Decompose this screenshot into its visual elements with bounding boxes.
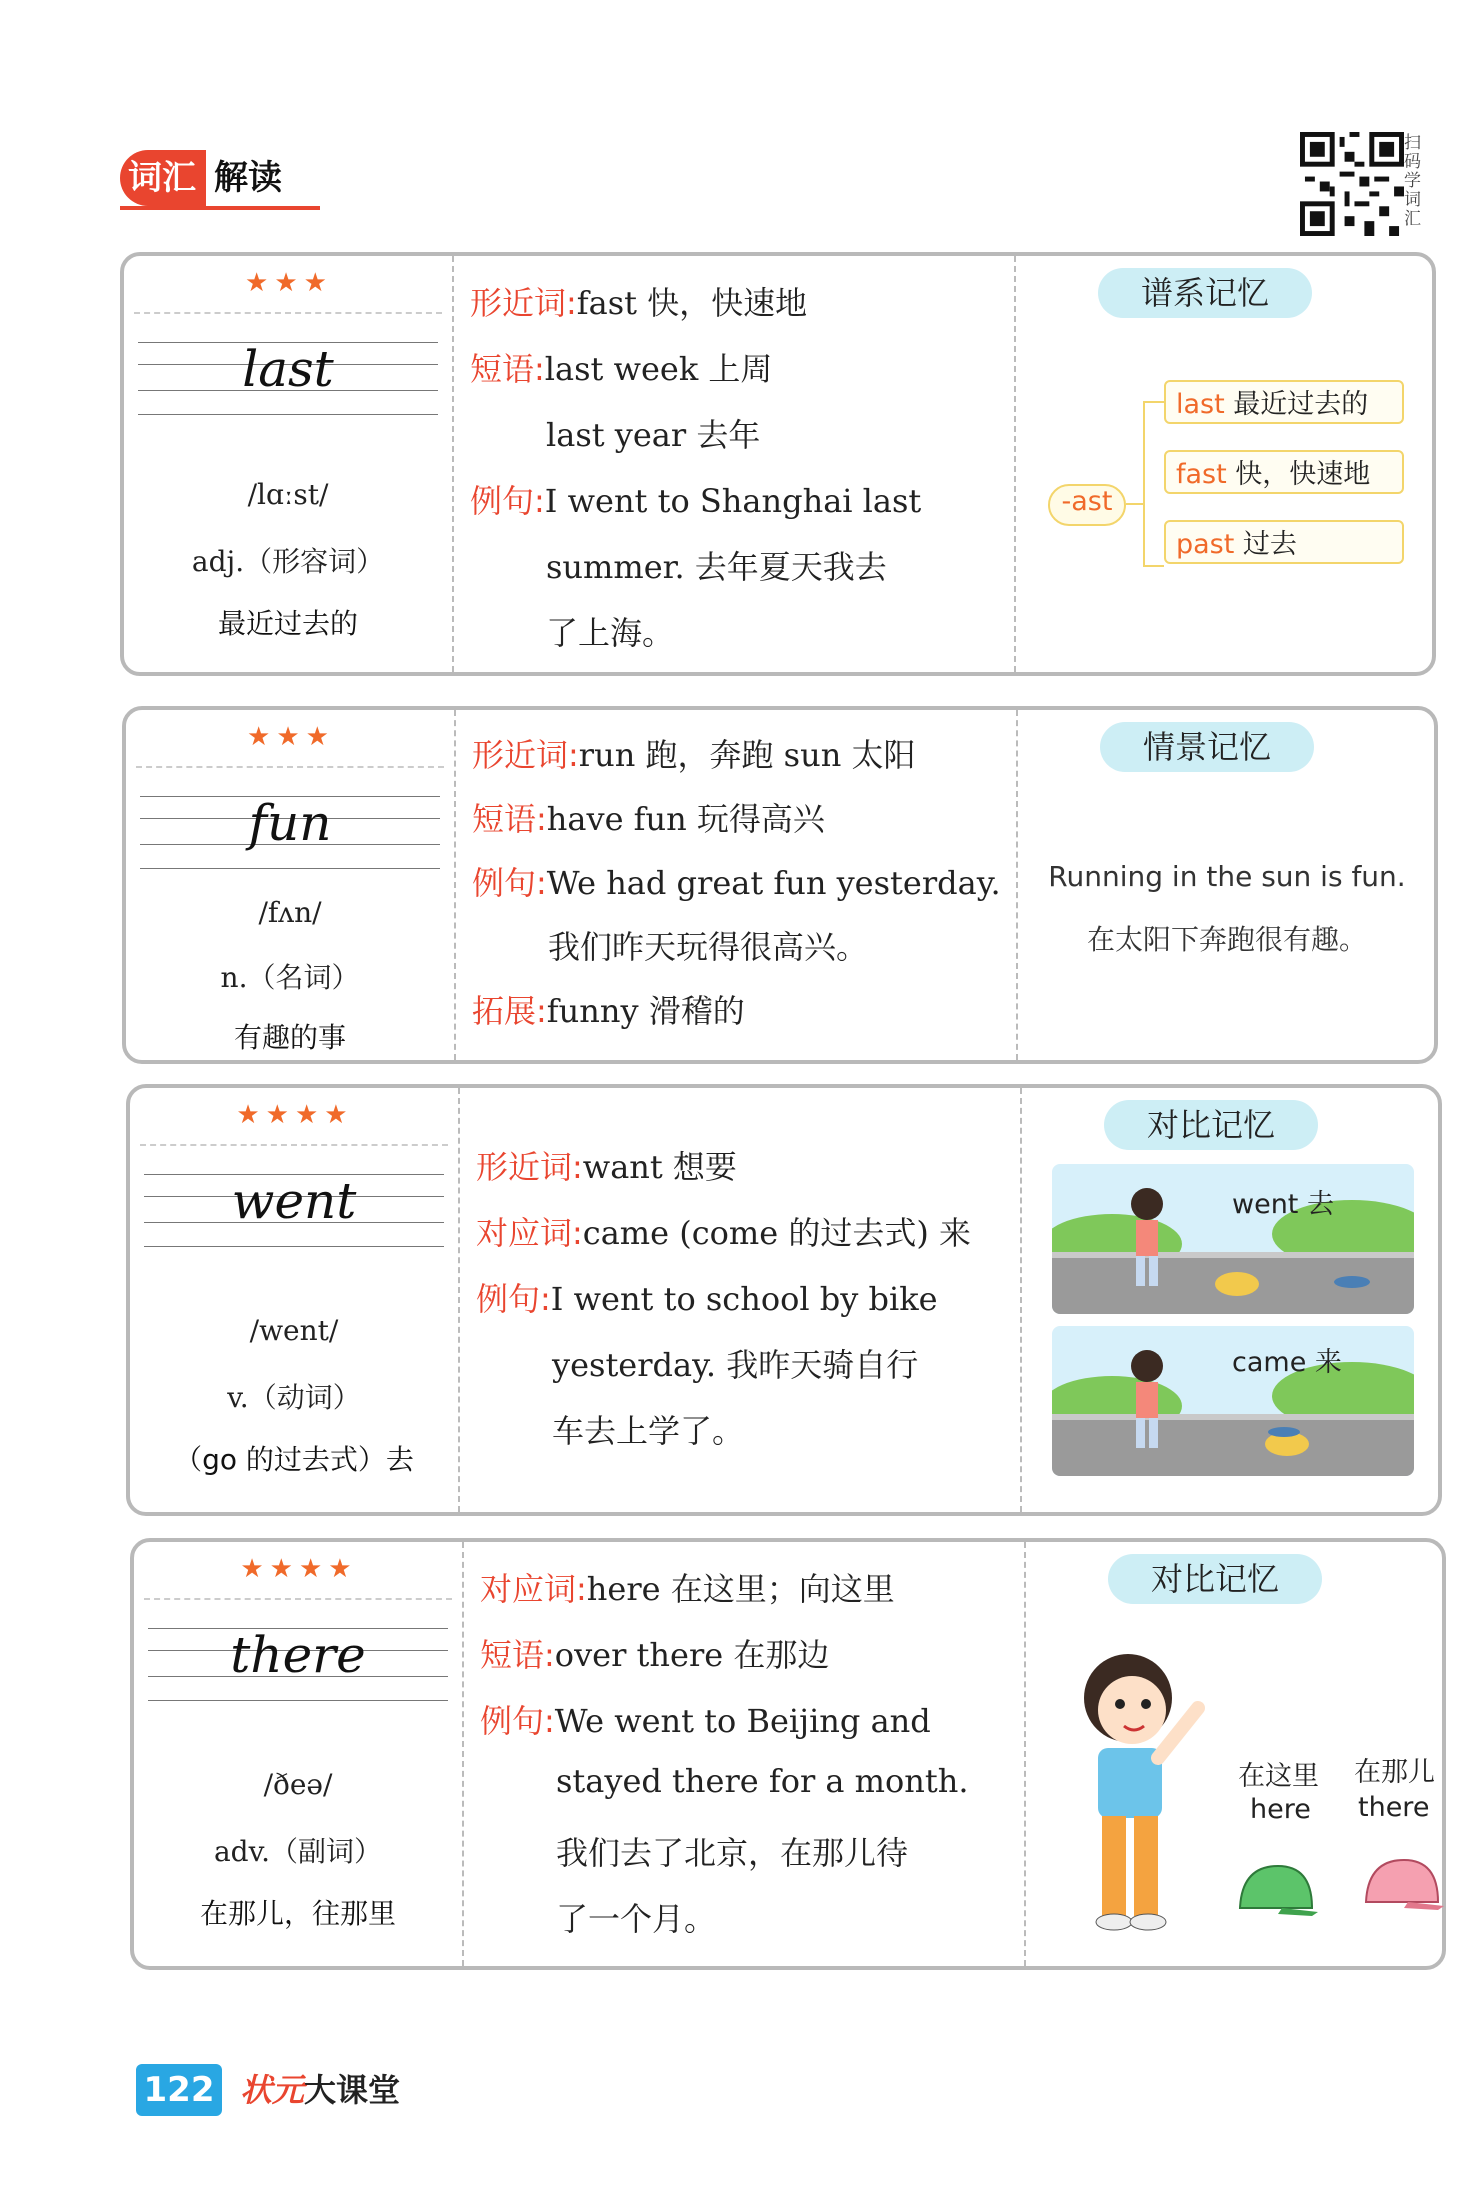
page-number: 122 <box>136 2064 222 2116</box>
memory-title: 谱系记忆 <box>1098 268 1312 318</box>
word-meaning: （go 的过去式）去 <box>174 1443 414 1476</box>
def-line: 例句:We went to Beijing and <box>480 1702 931 1740</box>
vocab-word: fun <box>248 794 332 852</box>
word-column <box>130 1088 460 1512</box>
def-line: 形近词:want 想要 <box>476 1148 737 1186</box>
star-rating: ★★★★ <box>240 1554 358 1584</box>
part-of-speech: n.（名词） <box>220 961 360 994</box>
part-of-speech: v.（动词） <box>227 1381 361 1414</box>
definition-column <box>466 1542 1026 1966</box>
star-rating: ★★★ <box>247 722 335 752</box>
def-line: 例句:I went to Shanghai last <box>470 482 922 520</box>
vocab-word: went <box>231 1172 357 1230</box>
scene-label: went 去 <box>1232 1189 1334 1220</box>
scene-came-image <box>1052 1326 1414 1476</box>
word-meaning: 最近过去的 <box>217 607 358 640</box>
header-title-red: 词汇 <box>120 150 206 206</box>
word-meaning: 在那儿，往那里 <box>199 1897 396 1930</box>
memory-sentence-cn: 在太阳下奔跑很有趣。 <box>1086 923 1367 956</box>
word-column <box>134 1542 464 1966</box>
def-line: 车去上学了。 <box>552 1412 745 1450</box>
vocab-word: there <box>230 1626 366 1684</box>
memory-column <box>1024 1088 1438 1512</box>
qr-code-icon[interactable] <box>1300 132 1404 236</box>
pink-cap-icon <box>1358 1852 1444 1912</box>
phonetic: /fʌn/ <box>258 896 322 929</box>
word-column <box>126 710 456 1060</box>
def-line: 短语:have fun 玩得高兴 <box>472 800 825 838</box>
part-of-speech: adj.（形容词） <box>191 545 385 578</box>
memory-column <box>1020 710 1434 1060</box>
definition-column <box>456 256 1016 672</box>
word-card-fun <box>122 706 1438 1064</box>
def-line: 形近词:fast 快，快速地 <box>470 284 808 322</box>
vocab-word: last <box>242 340 334 398</box>
def-line: 了一个月。 <box>556 1900 717 1938</box>
def-line: 例句:I went to school by bike <box>476 1280 938 1318</box>
memory-column <box>1028 1542 1442 1966</box>
definition-column <box>462 1088 1022 1512</box>
handwriting-lines <box>138 334 438 420</box>
bracket-icon <box>1124 396 1168 576</box>
handwriting-lines <box>144 1166 444 1252</box>
part-of-speech: adv.（副词） <box>213 1835 382 1868</box>
phonetic: /lɑːst/ <box>247 478 329 511</box>
def-line: 我们去了北京，在那儿待 <box>556 1834 909 1872</box>
def-line: 对应词:here 在这里；向这里 <box>480 1570 895 1608</box>
family-word: fast 快，快速地 <box>1164 450 1404 494</box>
def-line: 了上海。 <box>546 614 675 652</box>
memory-column <box>1018 256 1432 672</box>
def-line: 对应词:came (come 的过去式) 来 <box>476 1214 972 1252</box>
header-title: 解读 <box>214 158 282 198</box>
word-card-last <box>120 252 1436 676</box>
memory-title: 对比记忆 <box>1108 1554 1322 1604</box>
def-line: 短语:last week 上周 <box>470 350 773 388</box>
star-rating: ★★★ <box>245 268 333 298</box>
def-line: 例句:We had great fun yesterday. <box>472 864 1001 902</box>
scene-went-image <box>1052 1164 1414 1314</box>
star-rating: ★★★★ <box>236 1100 354 1130</box>
here-label-en: here <box>1250 1794 1311 1825</box>
def-line: yesterday. 我昨天骑自行 <box>552 1346 919 1384</box>
header-underline <box>120 206 320 210</box>
def-line: 我们昨天玩得很高兴。 <box>548 928 869 966</box>
there-label-cn: 在那儿 <box>1354 1757 1435 1788</box>
def-line: 形近词:run 跑，奔跑 sun 太阳 <box>472 736 916 774</box>
handwriting-lines <box>148 1620 448 1706</box>
definition-column <box>458 710 1018 1060</box>
word-card-there <box>130 1538 1446 1970</box>
def-line: 短语:over there 在那边 <box>480 1636 830 1674</box>
def-line: summer. 去年夏天我去 <box>546 548 887 586</box>
def-line: stayed there for a month. <box>556 1762 969 1800</box>
word-meaning: 有趣的事 <box>233 1021 346 1054</box>
qr-caption: 扫码学词汇 <box>1404 133 1421 229</box>
scene-label: came 来 <box>1232 1347 1342 1378</box>
boy-pointing-icon <box>1058 1638 1208 1938</box>
phonetic: /ðeə/ <box>263 1768 333 1801</box>
there-label-en: there <box>1358 1792 1430 1823</box>
suffix-badge: -ast <box>1048 484 1126 526</box>
handwriting-lines <box>140 788 440 874</box>
word-card-went <box>126 1084 1442 1516</box>
word-column <box>124 256 454 672</box>
here-label-cn: 在这里 <box>1238 1761 1319 1792</box>
section-header <box>120 150 320 206</box>
phonetic: /went/ <box>249 1314 339 1347</box>
green-cap-icon <box>1232 1858 1318 1918</box>
memory-title: 情景记忆 <box>1100 722 1314 772</box>
def-line: 拓展:funny 滑稽的 <box>472 992 745 1030</box>
family-word: past 过去 <box>1164 520 1404 564</box>
brand-logo: 状元大课堂 <box>240 2071 401 2109</box>
memory-sentence-en: Running in the sun is fun. <box>1048 860 1406 893</box>
family-word: last 最近过去的 <box>1164 380 1404 424</box>
memory-title: 对比记忆 <box>1104 1100 1318 1150</box>
def-line: last year 去年 <box>546 416 761 454</box>
